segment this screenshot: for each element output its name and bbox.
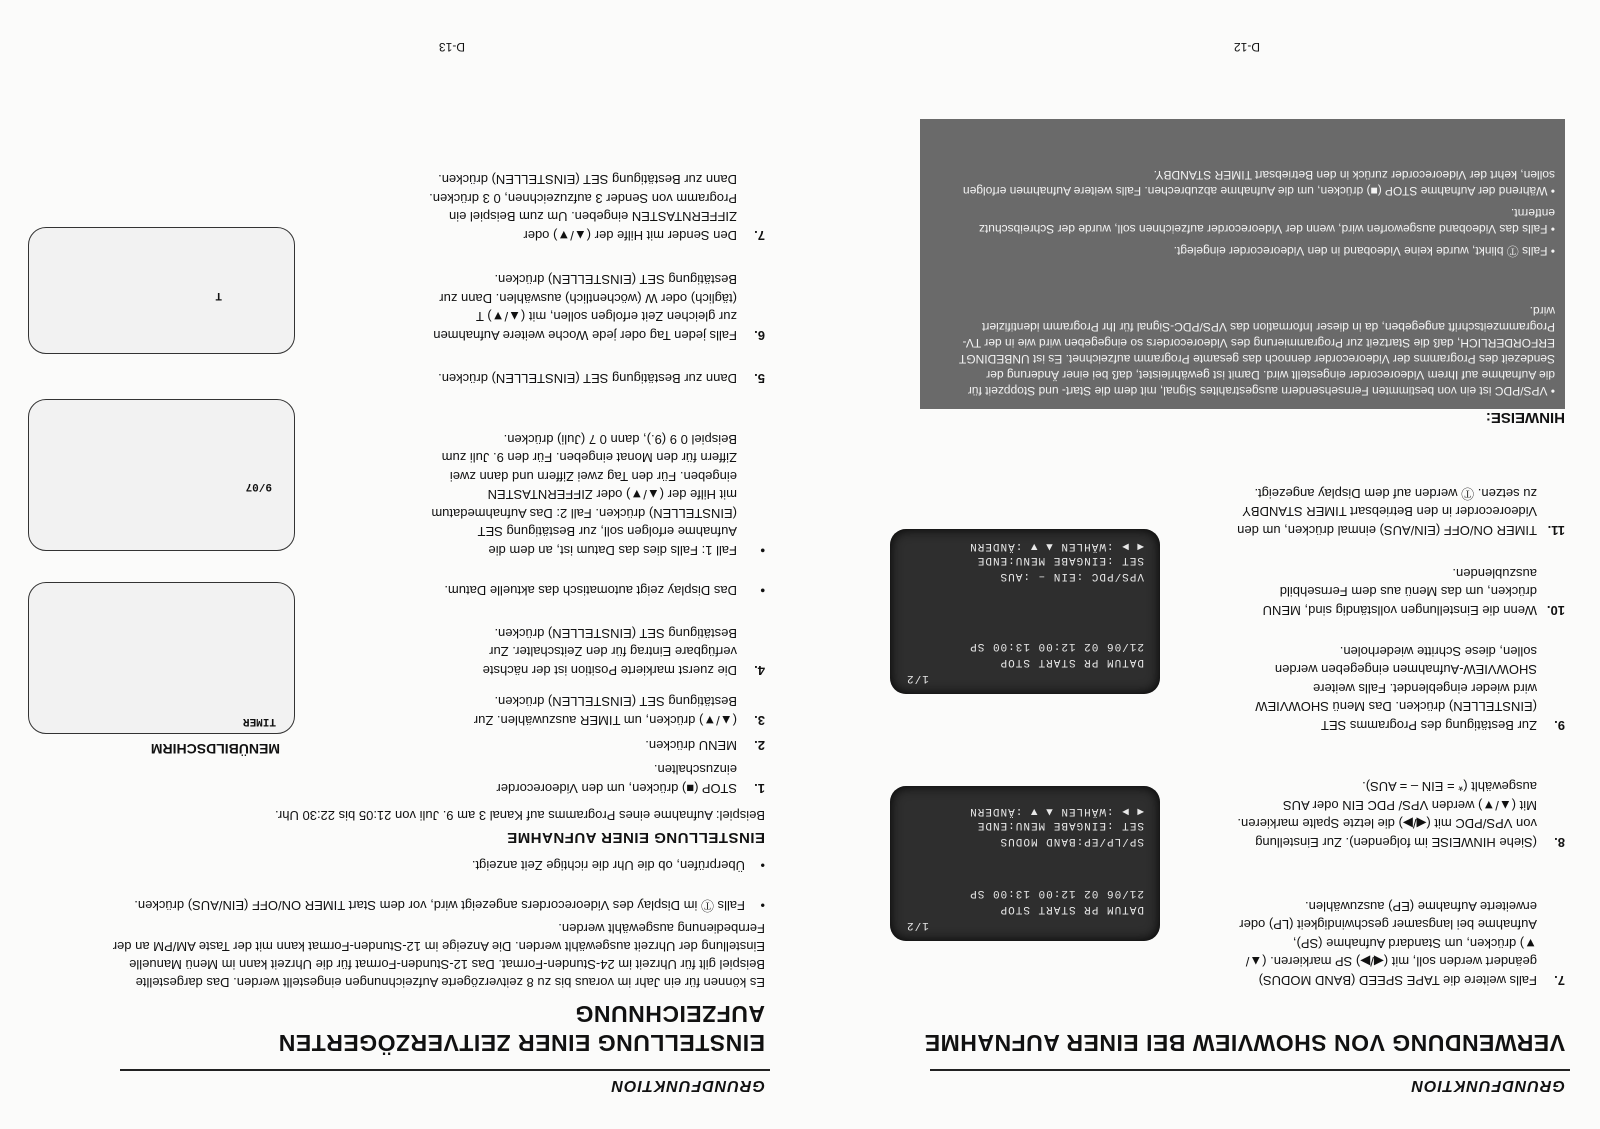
header-rule: [120, 1069, 770, 1071]
lcd-display-timer: TIMER: [28, 582, 295, 734]
osd-screen-vps-pdc: 1/2 DATUM PR START STOP 21/06 02 12:00 13:00 SP VPS/PDC :EIN – :AUS SET :EINGABE MENU:ENDE ◀ ▶ :WÄHLEN ▲ ▼ :ÄNDERN: [890, 529, 1160, 694]
page-title: EINSTELLUNG EINER ZEITVERZÖGERTEN AUFZEICHNUNG: [278, 1001, 765, 1056]
lcd-display-date: 9/07: [28, 399, 295, 551]
hinweis-1: • VPS/PDC ist ein von bestimmten Fernsehsendern ausgestrahltes Signal, mit dem die Start- und Stoppzeit für die Aufnahme auf Ihrem Videorecorder eingestellt wird. Damit ist gewährleistet, daß bei einer Änderung der Sendezeit des Programms der Videorecorder dennoch das gesamte Programm aufzeichnet. Es ist UNBEDINGT ERFORDERLICH, daß die Startzeit zur Programmierung des Videorecorders so eingegeben wird wie in der TV-Programmzeitschrift angegeben, da in dieser Information das VPS/PDC-Signal für Ihr Programm identifiziert wird.: [959, 304, 1555, 398]
page-header: GRUNDFUNKTION: [1410, 1077, 1565, 1094]
hinweis-2: • Falls Ⓣ blinkt, wurde keine Videoband in den Videorecorder eingelegt.: [1173, 244, 1555, 258]
header-rule: [930, 1069, 1570, 1071]
menu-screen-title: MENÜBILDSCHIRM: [150, 741, 280, 757]
page-number: D-13: [438, 40, 465, 54]
hinweis-4: • Während der Aufnahme STOP (■) drücken, um die Aufnahme abzubrechen. Falls weitere Aufnahmen erfolgen sollen, kehrt der Videorecorder zurück in den Betriebsart TIMER STANDBY.: [962, 168, 1555, 198]
page-number: D-12: [1233, 40, 1260, 54]
example-text: Beispiel: Aufnahme eines Programms auf Kanal 3 am 9. Juli von 21:05 bis 22:30 Uhr.: [275, 808, 765, 823]
intro-text: Es können für ein Jahr im voraus bis zu 8 zeitverzögerte Aufzeichnungen eingestellt werden. Das dargestellte Beispiel gilt für Uhrzeit im 24-Stunden-Format. Das 12-Stunden-Format für die Uhrzeit kann im Menü Manuelle Einstellung der Uhrzeit ausgewählt werden. Die Anzeige im 12-Stunden-Format kann mit der Taste AM/PM an der Fernbedienung ausgewählt werden.: [112, 921, 765, 990]
section-title: EINSTELLUNG EINER AUFNAHME: [506, 829, 765, 846]
page-header: GRUNDFUNKTION: [610, 1077, 765, 1094]
page-d13: GRUNDFUNKTION EINSTELLUNG EINER ZEITVERZÖGERTEN AUFZEICHNUNG Es können für ein Jahr im voraus bis zu 8 zeitverzögerte Aufzeichnungen eingestellt werden. Das dargestellte Beispiel gilt für Uhrzeit im 24-Stunden-Format. Das 12-Stunden-Format für die Uhrzeit kann im Menü Manuelle Einstellung der Uhrzeit ausgewählt werden. Die Anzeige im 12-Stunden-Format kann mit der Taste AM/PM an der Fernbedienung ausgewählt werden. • Falls Ⓣ im Display des Videorecorders angezeigt wird, vor dem Start TIMER ON/OFF (EIN/AUS) drücken. • Überprüfen, ob die Uhr die richtige Zeit anzeigt. EINSTELLUNG EINER AUFNAHME Beispiel: Aufnahme eines Programms auf Kanal 3 am 9. Juli von 21:05 bis 22:30 Uhr. 1. STOP (■) drücken, um den Videorecorder einzuschalten. 2. MENU drücken. 3. (▲/▼) drücken, um TIMER auszuwählen. Zur Bestätigung SET (EINSTELLEN) drücken. 4. Die zuerst markierte Position ist der nächste verfügbare Eintrag für den Zeitschalter. Zur Bestätigung SET (EINSTELLEN) drücken. • Das Display zeigt automatisch das aktuelle Datum. • Fall 1: Falls dies das Datum ist, an dem die Aufnahme erfolgen soll, zur Bestätigung SET (EINSTELLEN) drücken. Fall 2: Das Aufnahmedatum mit Hilfe der (▲/▼) oder ZIFFERNTASTEN eingeben. Für den Tag zwei Ziffern und dann zwei Ziffern für den Monat eingeben. Für den 9. Juli zum Beispiel 0 9 (9.), dann 0 7 (Juli) drücken. 5. Dann zur Bestätigung SET (EINSTELLEN) drücken. 6. Falls jeden Tag oder jede Woche weitere Aufnahmen zur gleichen Zeit erfolgen sollen, mit (▲/▼) T (täglich) oder W (wöchentlich) auswählen. Dann zur Bestätigung SET (EINSTELLEN) drücken. 7. Den Sender mit Hilfe der (▲/▼) oder ZIFFERNTASTEN eingeben. Um zum Beispiel ein Programm von Sender 3 aufzuzeichnen, 0 3 drücken. Dann zur Bestätigung SET (EINSTELLEN) drücken. MENÜBILDSCHIRM TIMER 9/07 T D-13: [0, 0, 800, 1129]
page-d12: GRUNDFUNKTION VERWENDUNG VON SHOWVIEW BEI EINER AUFNAHME 7. Falls weitere die TAPE SPEED (BAND MODUS) geändert werden soll, mit (◀/▶) SP markieren. (▲/▼) drücken, um Standard Aufnahme (SP), Aufnahme bei langsamer geschwindigkeit (LP) oder erweiterte Aufnahme (EP) auszuwählen. 8. (Siehe HINWEISE im folgenden). Zur Einstellung von VPS/PDC mit (◀/▶) die letzte Spalte markieren. Mit (▲/▼) werden VPS/ PDC EIN oder AUS ausgewählt (* = EIN – = AUS). 9. Zur Bestätigung des Programms SET (EINSTELLEN) drücken. Das Menü SHOWVIEW wird wieder eingeblendet. Falls weitere SHOWVIEW-Aufnahmen eingegeben werden sollen, diese Schritte wiederholen. 10. Wenn die Einstellungen vollständig sind, MENU drücken, um das Menü aus dem Fernsehbild auszublenden. 11. TIMER ON/OFF (EIN/AUS) einmal drücken, um den Videorecorder in den Betriebsart TIMER STANDBY zu setzen. Ⓣ werden auf dem Display angezeigt. 1/2 DATUM PR START STOP 21/06 02 12:00 13:00 SP SP/LP/EP:BAND MODUS SET :EINGABE MENU:ENDE ◀ ▶ :WÄHLEN ▲ ▼ :ÄNDERN 1/2 DATUM PR START STOP 21/06 02 12:00 13:00 SP VPS/PDC :EIN – :AUS SET :EINGABE MENU:ENDE ◀ ▶ :WÄHLEN ▲ ▼ :ÄNDERN HINWEISE: • VPS/PDC ist ein von bestimmten Fernsehsendern ausgestrahltes Signal, mit dem die Start- und Stoppzeit für die Aufnahme auf Ihrem Videorecorder eingestellt wird. Damit ist gewährleistet, daß bei einer Änderung der Sendezeit des Programms der Videorecorder dennoch das gesamte Programm aufzeichnet. Es ist UNBEDINGT ERFORDERLICH, daß die Startzeit zur Programmierung des Videorecorders so eingegeben wird wie in der TV-Programmzeitschrift angegeben, da in dieser Information das VPS/PDC-Signal für Ihr Programm identifiziert wird. • Falls Ⓣ blinkt, wurde keine Videoband in den Videorecorder eingelegt. • Falls das Videoband ausgeworfen wird, wenn der Videorecorder aufzeichnen soll, wurde der Schreibschutz entfernt. • Während der Aufnahme STOP (■) drücken, um die Aufnahme abzubrechen. Falls weitere Aufnahmen erfolgen sollen, kehrt der Videorecorder zurück in den Betriebsart TIMER STANDBY. D-12: [800, 0, 1600, 1129]
osd-screen-band-modus: 1/2 DATUM PR START STOP 21/06 02 12:00 13:00 SP SP/LP/EP:BAND MODUS SET :EINGABE MENU:ENDE ◀ ▶ :WÄHLEN ▲ ▼ :ÄNDERN: [890, 786, 1160, 941]
hinweise-title: HINWEISE:: [1485, 409, 1565, 426]
hinweise-box: [920, 119, 1565, 409]
hinweis-3: • Falls das Videoband ausgeworfen wird, wenn der Videorecorder aufzeichnen soll, wurde der Schreibschutz entfernt.: [978, 206, 1555, 236]
lcd-display-daily: T: [28, 227, 295, 354]
page-title: VERWENDUNG VON SHOWVIEW BEI EINER AUFNAHME: [924, 1030, 1565, 1056]
